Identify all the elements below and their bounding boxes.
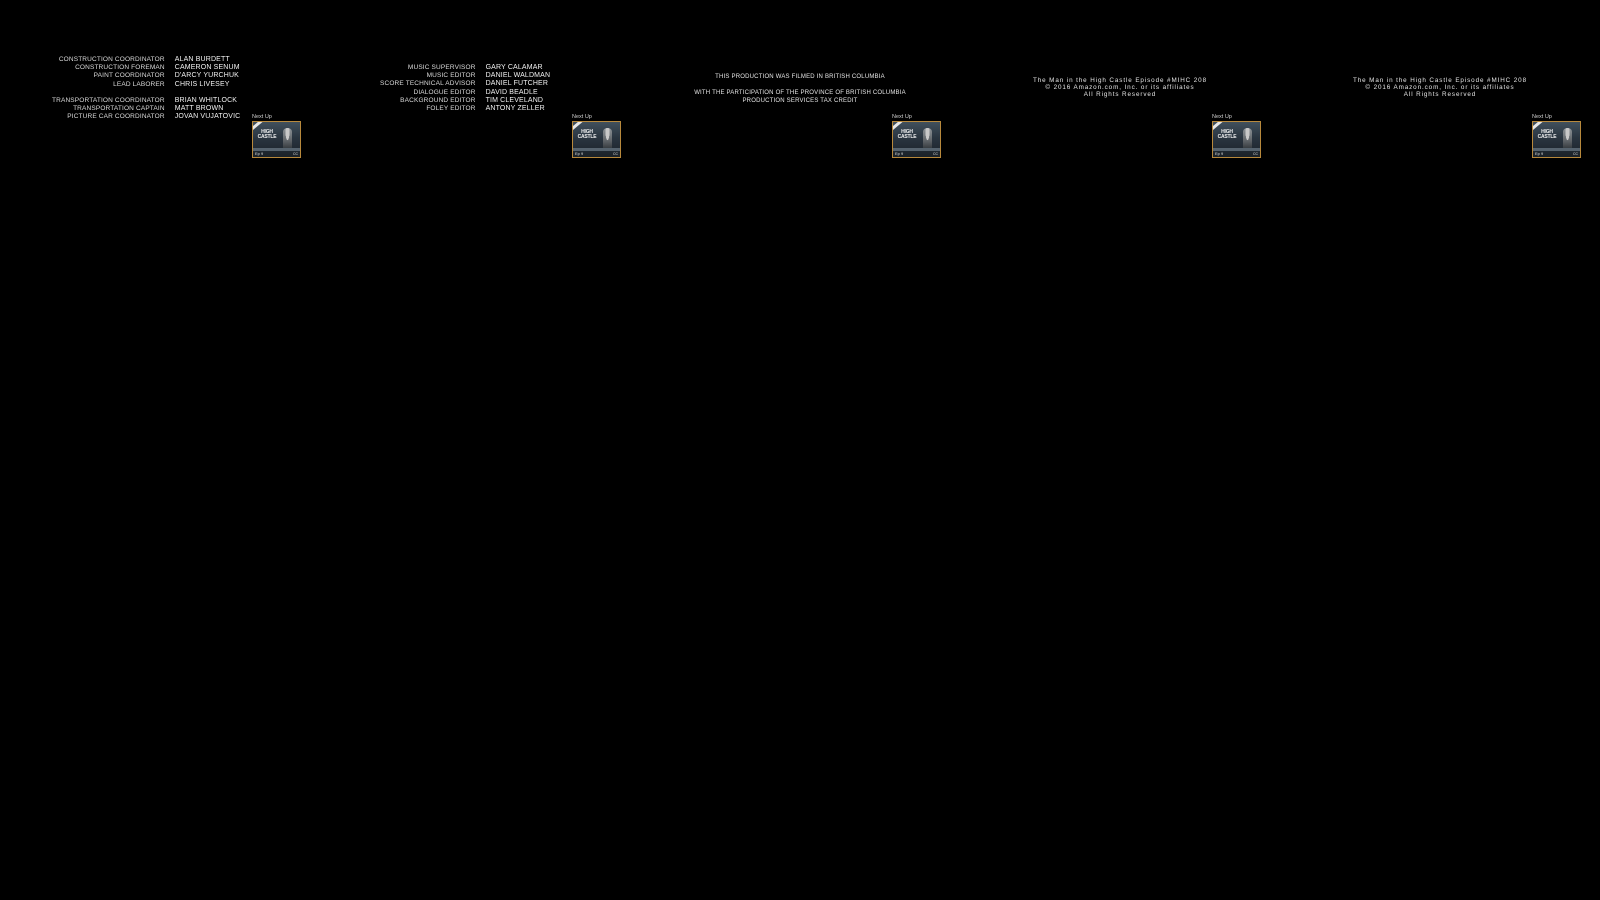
notice-spacer: [660, 81, 940, 89]
cc-badge-icon: CC: [612, 152, 618, 156]
next-episode-thumbnail[interactable]: [1212, 121, 1261, 158]
episode-label: Ep 9: [575, 151, 584, 156]
episode-label: Ep 9: [1535, 151, 1544, 156]
credit-name: MATT BROWN: [174, 105, 224, 113]
show-title-logo: HIGH CASTLE: [577, 129, 597, 140]
notice-line: THIS PRODUCTION WAS FILMED IN BRITISH COLUMBIA: [715, 74, 885, 80]
copyright-line: The Man in the High Castle Episode #MIHC 208: [1352, 77, 1527, 84]
credit-name: JOVAN VUJATOVIC: [174, 113, 241, 121]
credit-role: BACKGROUND EDITOR: [400, 96, 476, 104]
episode-label: Ep 9: [895, 151, 904, 156]
credits-list-1: [52, 56, 240, 121]
credit-name: CHRIS LIVESEY: [174, 80, 230, 88]
next-episode-thumbnail[interactable]: [1532, 121, 1581, 158]
cc-badge-icon: CC: [932, 152, 938, 156]
tax-credit-notice: [660, 73, 940, 106]
statue-figure-icon: [283, 128, 292, 150]
next-up-card-1[interactable]: [252, 114, 302, 158]
cc-badge-icon: CC: [1252, 152, 1258, 156]
credit-role: FOLEY EDITOR: [426, 105, 476, 113]
next-up-label: Next Up: [252, 114, 272, 120]
copyright-line: All Rights Reserved: [1403, 91, 1477, 98]
credits-list-2: [380, 64, 550, 113]
credit-name: D'ARCY YURCHUK: [174, 72, 239, 80]
next-up-card-5[interactable]: [1532, 114, 1582, 158]
show-title-logo: HIGH CASTLE: [897, 129, 917, 140]
credit-role: PAINT COORDINATOR: [93, 72, 165, 80]
copyright-line: © 2016 Amazon.com, Inc. or its affiliates: [1365, 84, 1515, 91]
credit-role: LEAD LABORER: [113, 80, 165, 88]
episode-label: Ep 9: [1215, 151, 1224, 156]
next-up-label: Next Up: [892, 114, 912, 120]
next-up-card-4[interactable]: [1212, 114, 1262, 158]
copyright-block-1: [980, 77, 1260, 98]
next-up-label: Next Up: [572, 114, 592, 120]
copyright-line: © 2016 Amazon.com, Inc. or its affiliates: [1045, 84, 1195, 91]
credits-spacer: [52, 89, 240, 97]
credit-role: PICTURE CAR COORDINATOR: [67, 113, 165, 121]
next-up-card-3[interactable]: [892, 114, 942, 158]
next-episode-thumbnail[interactable]: [572, 121, 621, 158]
copyright-line: The Man in the High Castle Episode #MIHC 208: [1032, 77, 1207, 84]
credit-name: DAVID BEADLE: [485, 88, 538, 96]
notice-line: WITH THE PARTICIPATION OF THE PROVINCE OF BRITISH COLUMBIA: [694, 90, 906, 97]
credit-name: DANIEL FUTCHER: [485, 80, 549, 88]
cc-badge-icon: CC: [1572, 152, 1578, 156]
copyright-block-2: [1300, 77, 1580, 98]
credit-role: MUSIC SUPERVISOR: [407, 64, 476, 71]
credit-role: DIALOGUE EDITOR: [413, 88, 476, 96]
cc-badge-icon: CC: [292, 152, 298, 156]
credit-name: DANIEL WALDMAN: [485, 72, 551, 80]
copyright-line: All Rights Reserved: [1083, 91, 1157, 98]
notice-line: PRODUCTION SERVICES TAX CREDIT: [742, 98, 858, 105]
credit-name: BRIAN WHITLOCK: [174, 96, 238, 104]
statue-figure-icon: [1243, 128, 1252, 150]
show-title-logo: HIGH CASTLE: [1217, 129, 1237, 140]
show-title-logo: HIGH CASTLE: [257, 129, 277, 140]
credit-name: ANTONY ZELLER: [485, 105, 545, 113]
credit-role: CONSTRUCTION COORDINATOR: [58, 56, 165, 63]
statue-figure-icon: [1563, 128, 1572, 150]
credit-role: CONSTRUCTION FOREMAN: [75, 64, 165, 72]
credit-name: GARY CALAMAR: [485, 64, 543, 71]
statue-figure-icon: [923, 128, 932, 150]
credit-role: TRANSPORTATION COORDINATOR: [52, 96, 165, 104]
statue-figure-icon: [603, 128, 612, 150]
credit-role: TRANSPORTATION CAPTAIN: [73, 105, 165, 113]
show-title-logo: HIGH CASTLE: [1537, 129, 1557, 140]
next-up-label: Next Up: [1212, 114, 1232, 120]
next-up-label: Next Up: [1532, 114, 1552, 120]
next-episode-thumbnail[interactable]: [892, 121, 941, 158]
credit-name: TIM CLEVELAND: [485, 96, 544, 104]
episode-label: Ep 9: [255, 151, 264, 156]
next-up-card-2[interactable]: [572, 114, 622, 158]
next-episode-thumbnail[interactable]: [252, 121, 301, 158]
credit-name: ALAN BURDETT: [174, 56, 230, 63]
credit-role: SCORE TECHNICAL ADVISOR: [380, 80, 476, 88]
credit-role: MUSIC EDITOR: [426, 72, 476, 80]
credit-name: CAMERON SENUM: [174, 64, 240, 72]
